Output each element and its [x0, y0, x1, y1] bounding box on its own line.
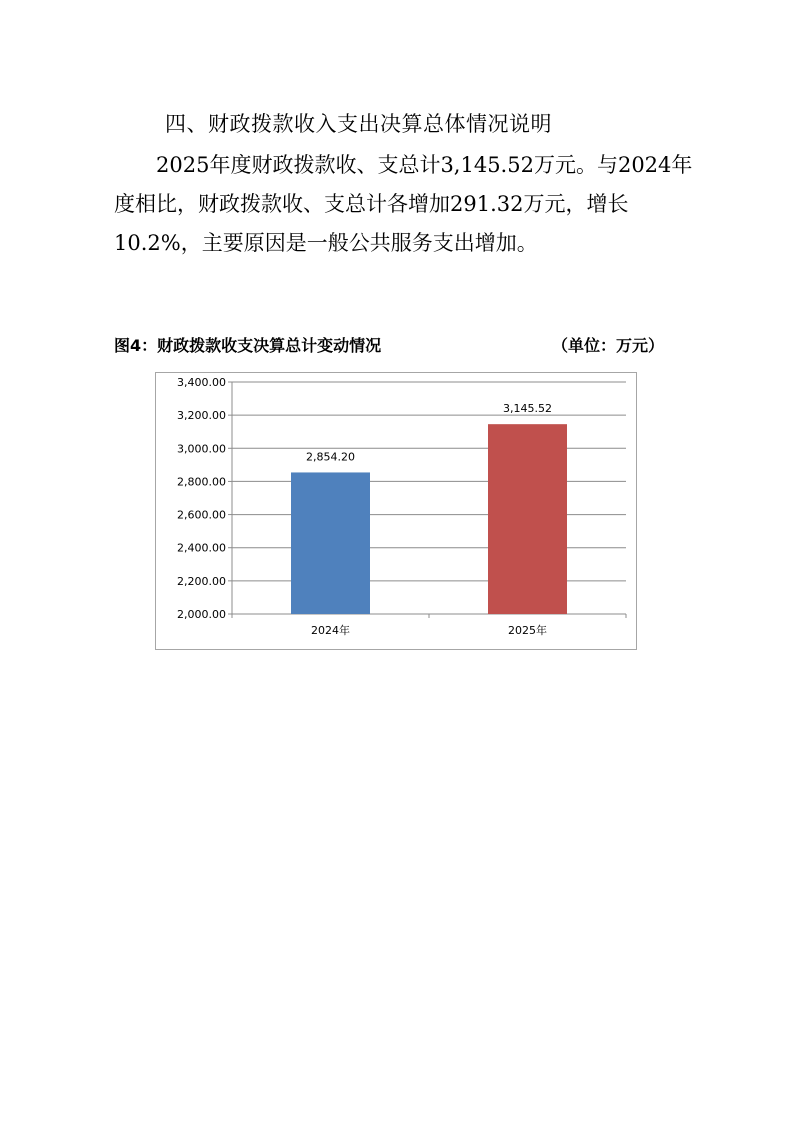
- y-tick-label: 2,600.00: [177, 508, 226, 522]
- figure-unit: （单位：万元）: [551, 336, 664, 355]
- y-tick-label: 3,200.00: [177, 409, 226, 423]
- y-tick-label: 2,400.00: [177, 541, 226, 555]
- chart-frame: [155, 372, 637, 650]
- x-tick-label: 2025年: [508, 624, 547, 637]
- data-label: 2,854.20: [306, 450, 355, 464]
- section-heading: 四、财政拨款收入支出决算总体情况说明: [165, 112, 552, 136]
- y-tick-label: 3,400.00: [177, 376, 226, 389]
- bar-chart: [156, 373, 636, 649]
- summary-text: 2025年度财政拨款收、支总计3,145.52万元。与2024年度相比，财政拨款收、支总计各增加291.32万元，增长10.2%，主要原因是一般公共服务支出增加。: [114, 153, 693, 255]
- y-tick-label: 3,000.00: [177, 442, 226, 456]
- bar: [488, 424, 567, 614]
- figure-title: 图4：财政拨款收支决算总计变动情况: [114, 336, 382, 355]
- y-tick-label: 2,000.00: [177, 608, 226, 621]
- figure-caption: [114, 333, 664, 356]
- y-tick-label: 2,800.00: [177, 475, 226, 489]
- data-label: 3,145.52: [503, 402, 552, 416]
- summary-paragraph: [114, 146, 699, 263]
- x-tick-label: 2024年: [311, 624, 350, 637]
- y-tick-label: 2,200.00: [177, 574, 226, 588]
- bar: [291, 472, 370, 614]
